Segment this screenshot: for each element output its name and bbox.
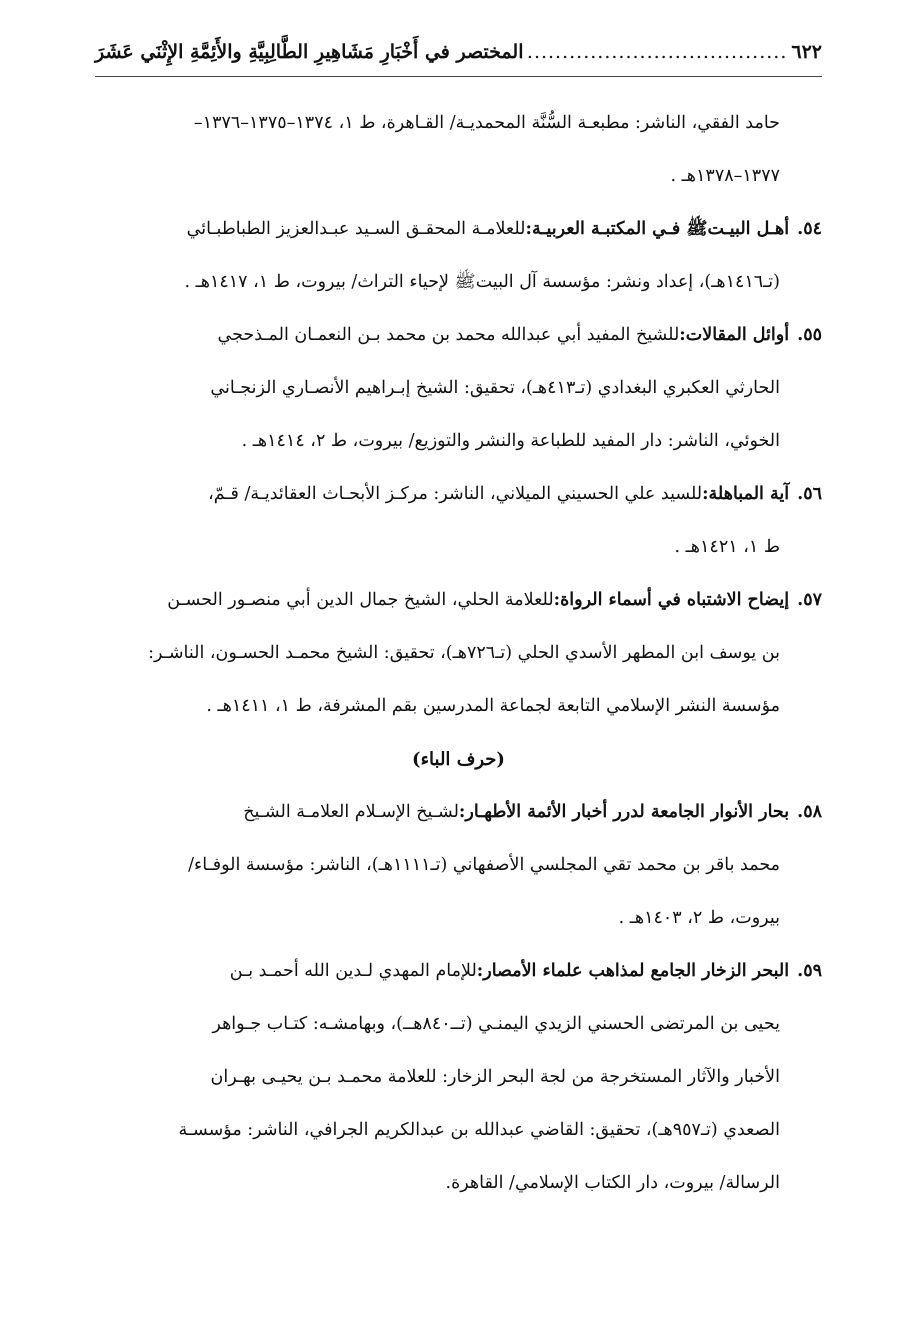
- leader-dots: [527, 28, 787, 76]
- entry-first-line: [95, 309, 822, 362]
- entry-number: ٥٨.: [797, 802, 822, 822]
- text-line: الحارثي العكبري البغدادي (تـ٤١٣هـ)، تحقيق: الشيخ إبـراهيم الأنصـاري الزنجـاني: [210, 378, 780, 398]
- entry-title: أوائل المقالات:: [679, 325, 790, 345]
- running-title: المختصر في أَخْبَارِ مَشَاهِيرِ الطَّالِبِيَّةِ والأَئِمَّةِ الإِثْنَي عَشَرَ: [95, 41, 524, 63]
- text-line: الصعدي (تـ٩٥٧هـ)، تحقيق: القاضي عبدالله بن عبدالكريم الجرافي، الناشر: مؤسسـة: [178, 1120, 780, 1140]
- text-line: بيروت، ط ٢، ١٤٠٣هـ .: [618, 908, 780, 928]
- bibliography-entry: [95, 203, 822, 309]
- text-line: الأخبار والآثار المستخرجة من لجة البحر الزخار: للعلامة محمـد بـن يحيـى بهـران: [210, 1067, 780, 1087]
- text-line: الخوئي، الناشر: دار المفيد للطباعة والنشر والتوزيع/ بيروت، ط ٢، ١٤١٤هـ .: [241, 431, 780, 451]
- entry-first-line: [95, 203, 822, 256]
- bibliography-entry: [95, 945, 822, 1210]
- entry-title: آية المباهلة:: [702, 484, 790, 504]
- text-line: ١٣٧٧–١٣٧٨هـ .: [670, 166, 780, 186]
- document-page: [95, 28, 822, 1210]
- text-line: الرسالة/ بيروت، دار الكتاب الإسلامي/ القاهرة.: [445, 1173, 780, 1193]
- section-heading: (حرف الباء): [412, 749, 505, 770]
- entry-text: للسيد علي الحسيني الميلاني، الناشر: مركـز الأبحـاث العقائديـة/ قـمّ،: [208, 484, 703, 504]
- entry-text: لشـيخ الإسـلام العلامـة الشـيخ: [243, 802, 459, 822]
- entry-text: للإمام المهدي لـدين الله أحمـد بـن: [229, 961, 477, 981]
- entry-number: ٥٧.: [797, 590, 822, 610]
- text-line: (تـ١٤١٦هـ)، إعداد ونشر: مؤسسة آل البيتﷺ لإحياء التراث/ بيروت، ط ١، ١٤١٧هـ .: [184, 272, 780, 292]
- entry-first-line: [95, 468, 822, 521]
- continuation-paragraph: [95, 97, 822, 203]
- entry-title: أهـل البيـتﷺ فـي المكتبـة العربيـة:: [525, 219, 790, 239]
- bibliography-entry: [95, 786, 822, 945]
- entry-number: ٥٩.: [797, 961, 822, 981]
- entry-text: للشيخ المفيد أبي عبدالله محمد بن محمد بـن النعمـان المـذحجي: [217, 325, 680, 345]
- bibliography-entry: [95, 468, 822, 574]
- text-line: بن يوسف ابن المطهر الأسدي الحلي (تـ٧٢٦هـ)، تحقيق: الشيخ محمـد الحسـون، الناشـر:: [148, 643, 780, 663]
- page-header: [95, 28, 822, 77]
- text-line: محمد باقر بن محمد تقي المجلسي الأصفهاني (تـ١١١١هـ)، الناشر: مؤسسة الوفـاء/: [188, 855, 780, 875]
- entry-number: ٥٥.: [797, 325, 822, 345]
- text-line: يحيى بن المرتضى الحسني الزيدي اليمنـي (تــ٨٤٠هــ)، وبهامشـه: كتـاب جـواهر: [212, 1014, 780, 1034]
- entry-first-line: [95, 945, 822, 998]
- text-line: مؤسسة النشر الإسلامي التابعة لجماعة المدرسين بقم المشرفة، ط ١، ١٤١١هـ .: [206, 696, 780, 716]
- entry-number: ٥٦.: [797, 484, 822, 504]
- text-line: ط ١، ١٤٢١هـ .: [674, 537, 780, 557]
- entry-title: البحر الزخار الجامع لمذاهب علماء الأمصار:: [476, 961, 790, 981]
- entry-title: بحار الأنوار الجامعة لدرر أخبار الأئمة الأطهـار:: [458, 802, 790, 822]
- entry-first-line: [95, 574, 822, 627]
- entry-title: إيضاح الاشتباه في أسماء الرواة:: [553, 590, 790, 610]
- entry-text: للعلامـة المحقـق السـيد عبـدالعزيز الطباطبـائي: [186, 219, 526, 239]
- page-number: ٦٢٢: [791, 41, 822, 63]
- text-line: حامد الفقي، الناشر: مطبعـة السُّنَّة المحمديـة/ القـاهرة، ط ١، ١٣٧٤–١٣٧٥–١٣٧٦–: [193, 113, 780, 133]
- bibliography-entry: [95, 309, 822, 468]
- entry-text: للعلامة الحلي، الشيخ جمال الدين أبي منصـور الحسـن: [167, 590, 554, 610]
- bibliography-entry: [95, 574, 822, 733]
- entry-number: ٥٤.: [797, 219, 822, 239]
- page-content: [95, 97, 822, 1210]
- entry-first-line: [95, 786, 822, 839]
